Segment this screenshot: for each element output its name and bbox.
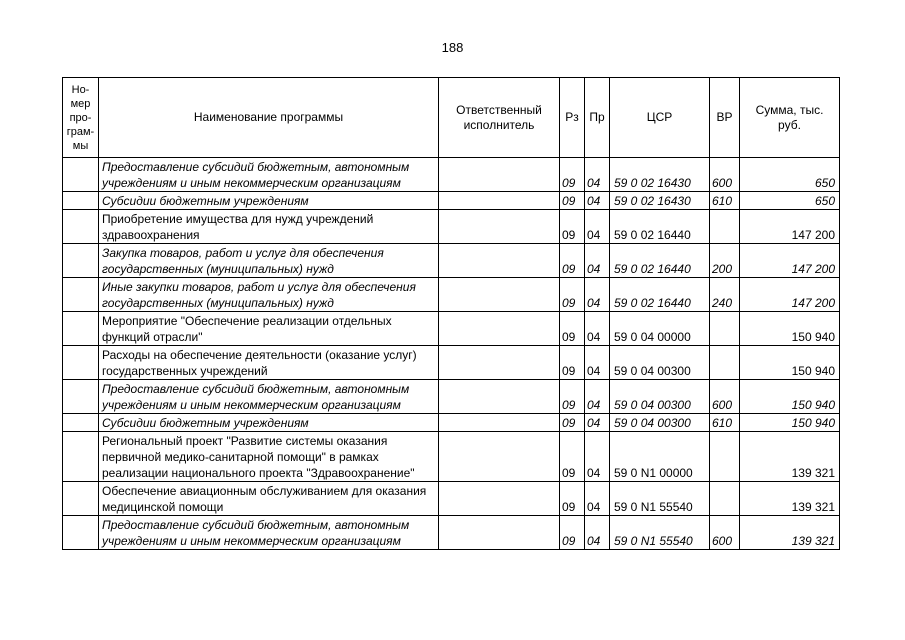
cell-pr: 04 [585, 210, 610, 244]
cell-program-name: Обеспечение авиационным обслуживанием для оказания медицинской помощи [99, 482, 439, 516]
cell-responsible [439, 346, 560, 380]
cell-responsible [439, 432, 560, 482]
cell-vr [710, 432, 740, 482]
table-row [63, 158, 840, 192]
cell-pr: 04 [585, 346, 610, 380]
cell-csr: 59 0 04 00300 [610, 414, 710, 432]
header-rz: Рз [560, 78, 585, 158]
cell-rz: 09 [560, 432, 585, 482]
cell-sum: 150 940 [740, 312, 840, 346]
cell-responsible [439, 380, 560, 414]
cell-program-name: Предоставление субсидий бюджетным, автономным учреждениям и иным некоммерческим организациям [99, 380, 439, 414]
cell-program-number [63, 192, 99, 210]
cell-sum: 147 200 [740, 278, 840, 312]
cell-rz: 09 [560, 158, 585, 192]
cell-program-number [63, 244, 99, 278]
cell-rz: 09 [560, 346, 585, 380]
cell-sum: 650 [740, 158, 840, 192]
cell-responsible [439, 414, 560, 432]
cell-responsible [439, 210, 560, 244]
budget-table [62, 77, 840, 550]
header-vr: ВР [710, 78, 740, 158]
cell-program-name: Субсидии бюджетным учреждениям [99, 414, 439, 432]
cell-rz: 09 [560, 210, 585, 244]
cell-program-name: Мероприятие "Обеспечение реализации отдельных функций отрасли" [99, 312, 439, 346]
cell-pr: 04 [585, 192, 610, 210]
cell-pr: 04 [585, 380, 610, 414]
cell-program-number [63, 516, 99, 550]
cell-vr: 240 [710, 278, 740, 312]
cell-rz: 09 [560, 312, 585, 346]
cell-csr: 59 0 N1 55540 [610, 516, 710, 550]
cell-sum: 139 321 [740, 482, 840, 516]
cell-rz: 09 [560, 192, 585, 210]
cell-vr: 610 [710, 192, 740, 210]
cell-program-number [63, 414, 99, 432]
cell-program-name: Расходы на обеспечение деятельности (оказание услуг) государственных учреждений [99, 346, 439, 380]
header-program-number [63, 78, 99, 158]
cell-program-number [63, 158, 99, 192]
table-row [63, 432, 840, 482]
cell-csr: 59 0 02 16430 [610, 192, 710, 210]
cell-sum: 650 [740, 192, 840, 210]
cell-responsible [439, 482, 560, 516]
cell-csr: 59 0 04 00300 [610, 380, 710, 414]
table-row [63, 380, 840, 414]
table-row [63, 346, 840, 380]
table-header-row [63, 78, 840, 158]
cell-vr: 600 [710, 380, 740, 414]
header-program-number-text: Но- мер про- грам- мы [66, 83, 95, 152]
cell-pr: 04 [585, 482, 610, 516]
table-row [63, 210, 840, 244]
table-row [63, 278, 840, 312]
cell-csr: 59 0 N1 55540 [610, 482, 710, 516]
table-row [63, 516, 840, 550]
cell-program-name: Предоставление субсидий бюджетным, автономным учреждениям и иным некоммерческим организациям [99, 516, 439, 550]
cell-vr [710, 312, 740, 346]
cell-rz: 09 [560, 414, 585, 432]
cell-vr [710, 482, 740, 516]
header-responsible: Ответственный исполнитель [439, 78, 560, 158]
cell-program-name: Закупка товаров, работ и услуг для обеспечения государственных (муниципальных) нужд [99, 244, 439, 278]
cell-rz: 09 [560, 244, 585, 278]
table-row [63, 414, 840, 432]
cell-vr: 600 [710, 516, 740, 550]
table-row [63, 312, 840, 346]
cell-csr: 59 0 02 16430 [610, 158, 710, 192]
cell-program-number [63, 432, 99, 482]
cell-responsible [439, 192, 560, 210]
cell-pr: 04 [585, 516, 610, 550]
cell-program-number [63, 278, 99, 312]
cell-responsible [439, 516, 560, 550]
header-sum: Сумма, тыс. руб. [740, 78, 840, 158]
cell-program-number [63, 210, 99, 244]
cell-sum: 150 940 [740, 346, 840, 380]
cell-pr: 04 [585, 414, 610, 432]
cell-vr: 200 [710, 244, 740, 278]
cell-program-name: Приобретение имущества для нужд учреждений здравоохранения [99, 210, 439, 244]
cell-sum: 150 940 [740, 414, 840, 432]
cell-rz: 09 [560, 482, 585, 516]
cell-sum: 150 940 [740, 380, 840, 414]
header-pr: Пр [585, 78, 610, 158]
cell-responsible [439, 278, 560, 312]
table-row [63, 192, 840, 210]
cell-program-number [63, 380, 99, 414]
cell-program-number [63, 346, 99, 380]
cell-csr: 59 0 N1 00000 [610, 432, 710, 482]
cell-sum: 139 321 [740, 432, 840, 482]
cell-program-name: Субсидии бюджетным учреждениям [99, 192, 439, 210]
cell-csr: 59 0 02 16440 [610, 244, 710, 278]
cell-sum: 147 200 [740, 244, 840, 278]
cell-pr: 04 [585, 432, 610, 482]
table-row [63, 244, 840, 278]
cell-program-name: Иные закупки товаров, работ и услуг для обеспечения государственных (муниципальных) нужд [99, 278, 439, 312]
table-row [63, 482, 840, 516]
cell-responsible [439, 312, 560, 346]
cell-sum: 139 321 [740, 516, 840, 550]
cell-csr: 59 0 04 00000 [610, 312, 710, 346]
cell-vr: 610 [710, 414, 740, 432]
cell-program-name: Региональный проект "Развитие системы оказания первичной медико-санитарной помощи" в рамках реализации национального проекта "Здравоохранение" [99, 432, 439, 482]
header-csr: ЦСР [610, 78, 710, 158]
cell-rz: 09 [560, 380, 585, 414]
cell-program-number [63, 482, 99, 516]
cell-pr: 04 [585, 312, 610, 346]
cell-vr [710, 210, 740, 244]
cell-csr: 59 0 02 16440 [610, 210, 710, 244]
header-program-name: Наименование программы [99, 78, 439, 158]
cell-pr: 04 [585, 244, 610, 278]
cell-responsible [439, 158, 560, 192]
cell-rz: 09 [560, 516, 585, 550]
cell-responsible [439, 244, 560, 278]
cell-program-number [63, 312, 99, 346]
cell-vr [710, 346, 740, 380]
cell-csr: 59 0 04 00300 [610, 346, 710, 380]
page-number: 188 [441, 40, 464, 55]
cell-rz: 09 [560, 278, 585, 312]
cell-vr: 600 [710, 158, 740, 192]
cell-program-name: Предоставление субсидий бюджетным, автономным учреждениям и иным некоммерческим организациям [99, 158, 439, 192]
cell-csr: 59 0 02 16440 [610, 278, 710, 312]
cell-pr: 04 [585, 278, 610, 312]
cell-sum: 147 200 [740, 210, 840, 244]
cell-pr: 04 [585, 158, 610, 192]
